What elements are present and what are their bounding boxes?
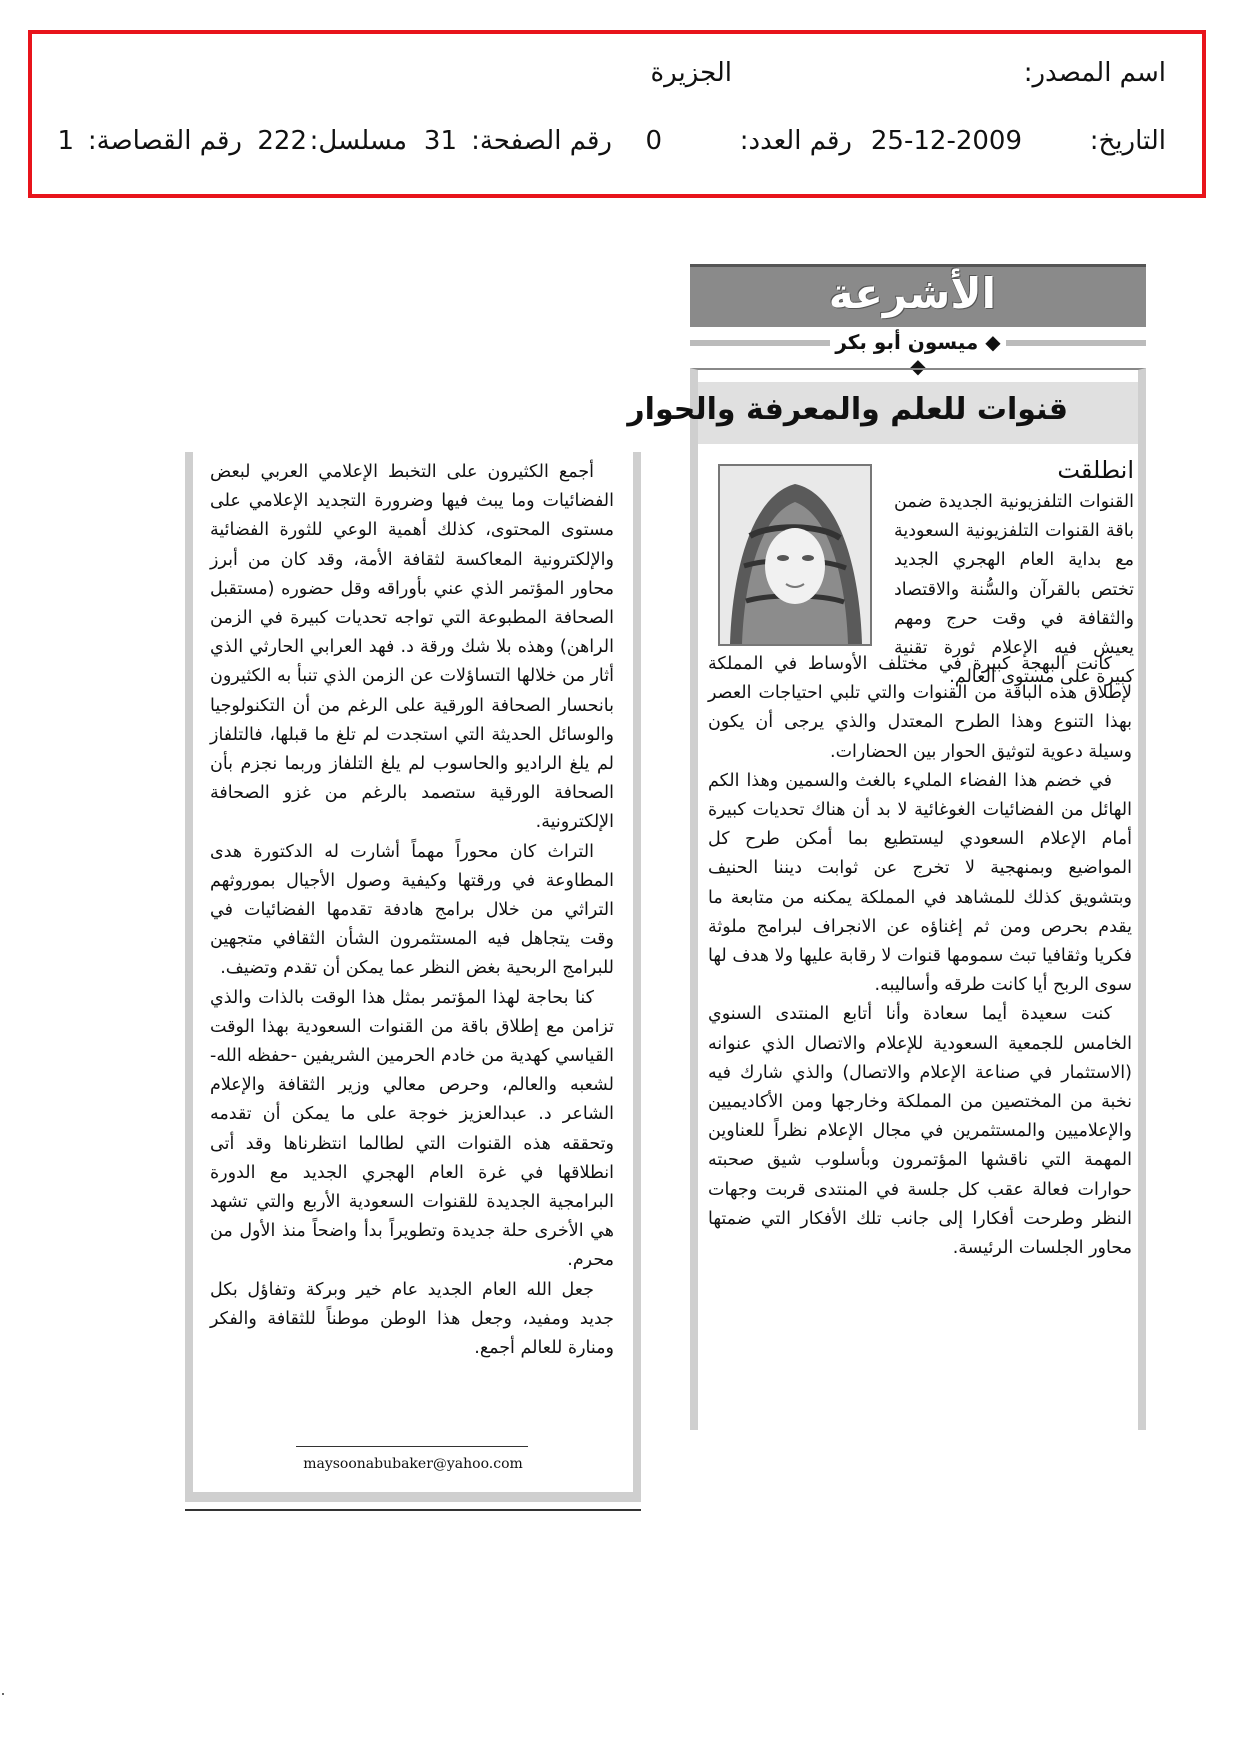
- serial-value: 31: [423, 126, 457, 156]
- extra-value: 222: [257, 126, 307, 156]
- author-photo: [718, 464, 872, 646]
- date-value: 25-12-2009: [870, 126, 1022, 156]
- headline-box: [627, 382, 1138, 444]
- author-portrait-icon: [720, 466, 870, 644]
- byline-stripe-right: [1006, 340, 1146, 346]
- right-article-top: [894, 488, 1134, 688]
- intro-word: انطلقت: [1057, 456, 1134, 484]
- left-column-bottom-rule: [185, 1509, 641, 1511]
- issue-label: رقم العدد:: [739, 126, 852, 156]
- source-value: الجزيرة: [650, 58, 732, 88]
- source-label: اسم المصدر:: [1023, 58, 1166, 88]
- left-paragraph-1: أجمع الكثيرون على التخبط الإعلامي العربي لبعض الفضائيات وما يبث فيها وضرورة التجديد الإعلامي على مستوى المحتوى، كذلك أهمية الوعي للثورة الفضائية والإلكترونية المعاكسة لثقافة الأمة، وقد كان من أبرز محاور المؤتمر الذي عني بأوراقه وقل حضوره (مستقبل الصحافة المطبوعة التي تواجه تحديات كبيرة في الزمن الراهن) وهذه بلا شك ورقة د. فهد العرابي الحارثي الذي أثار من خلالها التساؤلات عن الزمن الذي تنبأ به الكثيرون بانحسار الصحافة الورقية على الرغم من أن التكنولوجيا والوسائل الحديثة التي استجدت لم تلغ ما قبلها، فالتلفاز لم يلغ الراديو والحاسوب لم يلغ التلفاز وربما نجزم بأن الصحافة الورقية ستصمد بالرغم من غزو الصحافة الإلكترونية.: [210, 462, 614, 833]
- right-paragraph-2: كانت البهجة كبيرة في مختلف الأوساط في المملكة لإطلاق هذه الباقة من القنوات والتي تلبي احتياجات العصر بهذا التنوع وهذا الطرح المعتدل والذي يرجى أن يكون وسيلة دعوية لتوثيق الحوار بين الحضارات.: [708, 654, 1132, 762]
- left-paragraph-3: كنا بحاجة لهذا المؤتمر بمثل هذا الوقت بالذات والذي تزامن مع إطلاق باقة من القنوات السعودية بهذا الوقت القياسي كهدية من خادم الحرمين الشريفين -حفظه الله- لشعبه والعالم، وحرص معالي وزير الثقافة والإعلام الشاعر د. عبدالعزيز خوجة على ما يمكن أن تقدمه وتحققه هذه القنوات التي لطالما انتظرناها وقد أتى انطلاقها في غرة العام الهجري الجديد مع الدورة البرامجية الجديدة للقنوات السعودية الأربع والتي تشهد هي الأخرى حلة جديدة وتطويراً بدأ واضحاً منذ الأول من محرم.: [210, 987, 614, 1271]
- section-banner: [690, 264, 1146, 327]
- serial-label: مسلسل:: [309, 126, 407, 156]
- scan-speck: [2, 1693, 4, 1695]
- right-article-intro: [894, 456, 1134, 488]
- byline-stripe-left: [690, 340, 830, 346]
- right-article-body: [708, 650, 1132, 1420]
- clipping-metadata-box: [28, 30, 1206, 198]
- right-paragraph-4: كنت سعيدة أيما سعادة وأنا أتابع المنتدى السنوي الخامس للجمعية السعودية للإعلام والاتصال الذي عنوانه (الاستثمار في صناعة الإعلام والاتصال) والذي شارك فيه نخبة من المختصين من المملكة وخارجها ومن الأكاديميين والإعلاميين والمستثمرين في مجال الإعلام نظراً للعناوين المهمة التي ناقشها المؤتمرون وبأسلوب شيق صحبته حوارات فعالة عقب كل جلسة في المنتدى قربت وجهات النظر وطرحت أفكارا إلى جانب تلك الأفكار التي ضمتها محاور الجلسات الرئيسة.: [708, 1004, 1132, 1259]
- clip-label: رقم القصاصة:: [87, 126, 242, 156]
- author-byline: ◆ ميسون أبو بكر ◆: [830, 330, 1006, 378]
- clip-value: 1: [57, 126, 74, 156]
- page-value: 0: [645, 126, 662, 156]
- left-paragraph-2: التراث كان محوراً مهماً أشارت له الدكتورة هدى المطاوعة في ورقتها وكيفية وصول الأجيال بموروثهم التراثي من خلال برامج هادفة تقدمها الفضائيات في وقت يتجاهل فيه المستثمرون الشأن الثقافي متجهين للبرامج الربحية بغض النظر عما يمكن أن تقدم وتضيف.: [210, 841, 614, 979]
- date-label: التاريخ:: [1089, 126, 1166, 156]
- article-headline: قنوات للعلم والمعرفة والحوار: [627, 392, 1068, 427]
- section-title: الأشرعة: [828, 269, 996, 318]
- page-label: رقم الصفحة:: [471, 126, 612, 156]
- right-paragraph-1: القنوات التلفزيونية الجديدة ضمن باقة القنوات التلفزيونية السعودية مع بداية العام الهجري الجديد تختص بالقرآن والسُّنة والاقتصاد والثقافة في وقت حرج ومهم يعيش فيه الإعلام ثورة تقنية كبيرة على مستوى العالم.: [894, 492, 1134, 688]
- author-email: maysoonabubaker@yahoo.com: [303, 1456, 523, 1472]
- left-article-body: [210, 458, 614, 1420]
- signature-rule: [296, 1446, 528, 1447]
- left-paragraph-4: جعل الله العام الجديد عام خير وبركة وتفاؤل بكل جديد ومفيد، وجعل هذا الوطن موطناً للثقافة والفكر ومنارة للعالم أجمع.: [210, 1279, 614, 1359]
- right-paragraph-3: في خضم هذا الفضاء المليء بالغث والسمين وهذا الكم الهائل من الفضائيات الغوغائية لا بد أن هناك تحديات كبيرة أمام الإعلام السعودي ليستطيع بما أمكن طرح كل المواضيع وبمنهجية لا تخرج عن ثوابت ديننا الحنيف وبتشويق كذلك للمشاهد في المملكة يمكنه من متابعة ما يقدم بحرص ومن ثم إغناؤه عن الانجراف لبرامج ملوثة فكريا وثقافيا تبث سمومها قنوات لا رقابة عليها ولا هدف لها سوى الربح أيا كانت طرقه وأساليبه.: [708, 770, 1132, 996]
- byline-bar: [690, 330, 1146, 378]
